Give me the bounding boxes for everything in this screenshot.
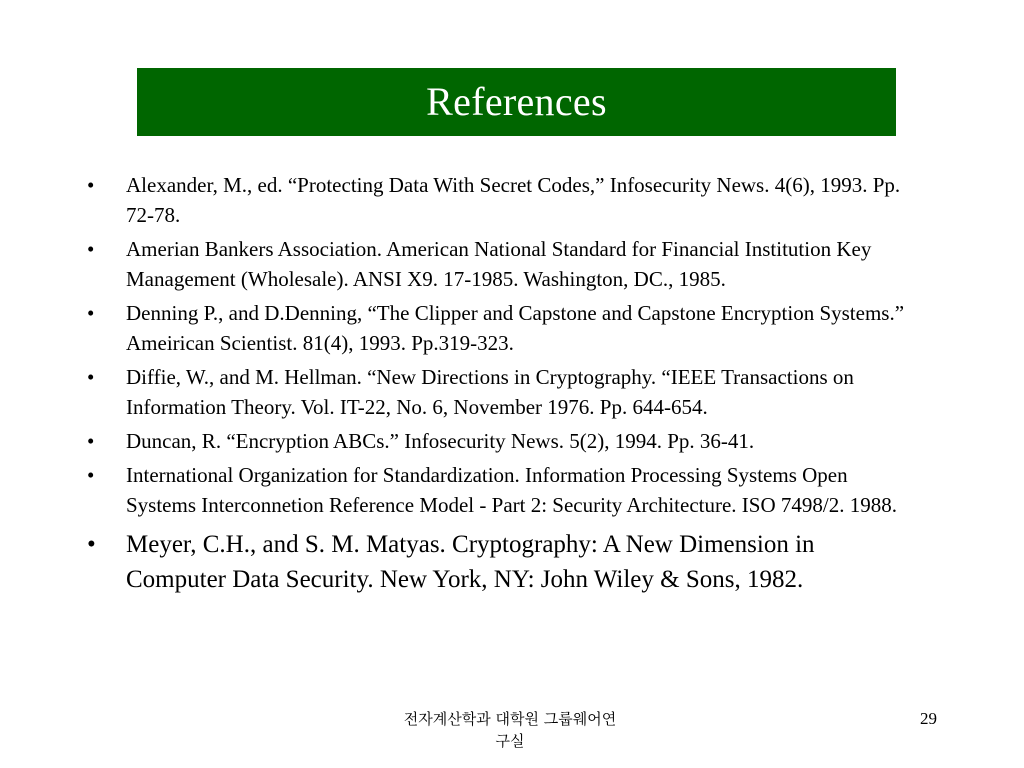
reference-item [85,362,915,422]
page-number: 29 [920,709,937,728]
slide-title: References [426,79,607,124]
reference-item [85,426,915,456]
bullet-icon: • [87,365,95,389]
reference-item [85,460,915,520]
reference-item [85,298,915,358]
reference-item [85,527,915,597]
reference-item [85,170,915,230]
bullet-icon: • [87,301,95,325]
reference-text: International Organization for Standardization. Information Processing Systems Open Systems Interconnetion Reference Model - Part 2: Security Architecture. ISO 7498/2. 1988. [126,463,897,517]
reference-item [85,234,915,294]
bullet-icon: • [87,531,96,558]
reference-list [85,170,915,601]
bullet-icon: • [87,463,95,487]
footer-organization [330,708,690,752]
bullet-icon: • [87,429,95,453]
reference-text: Amerian Bankers Association. American National Standard for Financial Institution Key Management (Wholesale). ANSI X9. 17-1985. Washington, DC., 1985. [126,237,872,291]
footer-org-line-2: 구실 [495,732,525,750]
reference-text: Denning P., and D.Denning, “The Clipper and Capstone and Capstone Encryption Systems.” Ameirican Scientist. 81(4), 1993. Pp.319-323. [126,301,905,355]
bullet-icon: • [87,237,95,261]
bullet-icon: • [87,173,95,197]
reference-text: Diffie, W., and M. Hellman. “New Directions in Cryptography. “IEEE Transactions on Information Theory. Vol. IT-22, No. 6, November 1976. Pp. 644-654. [126,365,854,419]
footer-org-line-1: 전자계산학과 대학원 그룹웨어연 [403,710,617,728]
title-bar [137,68,896,136]
reference-text: Meyer, C.H., and S. M. Matyas. Cryptography: A New Dimension in Computer Data Security. New York, NY: John Wiley & Sons, 1982. [126,531,815,593]
reference-text: Alexander, M., ed. “Protecting Data With Secret Codes,” Infosecurity News. 4(6), 1993. Pp. 72-78. [126,173,901,227]
reference-text: Duncan, R. “Encryption ABCs.” Infosecurity News. 5(2), 1994. Pp. 36-41. [126,429,755,453]
